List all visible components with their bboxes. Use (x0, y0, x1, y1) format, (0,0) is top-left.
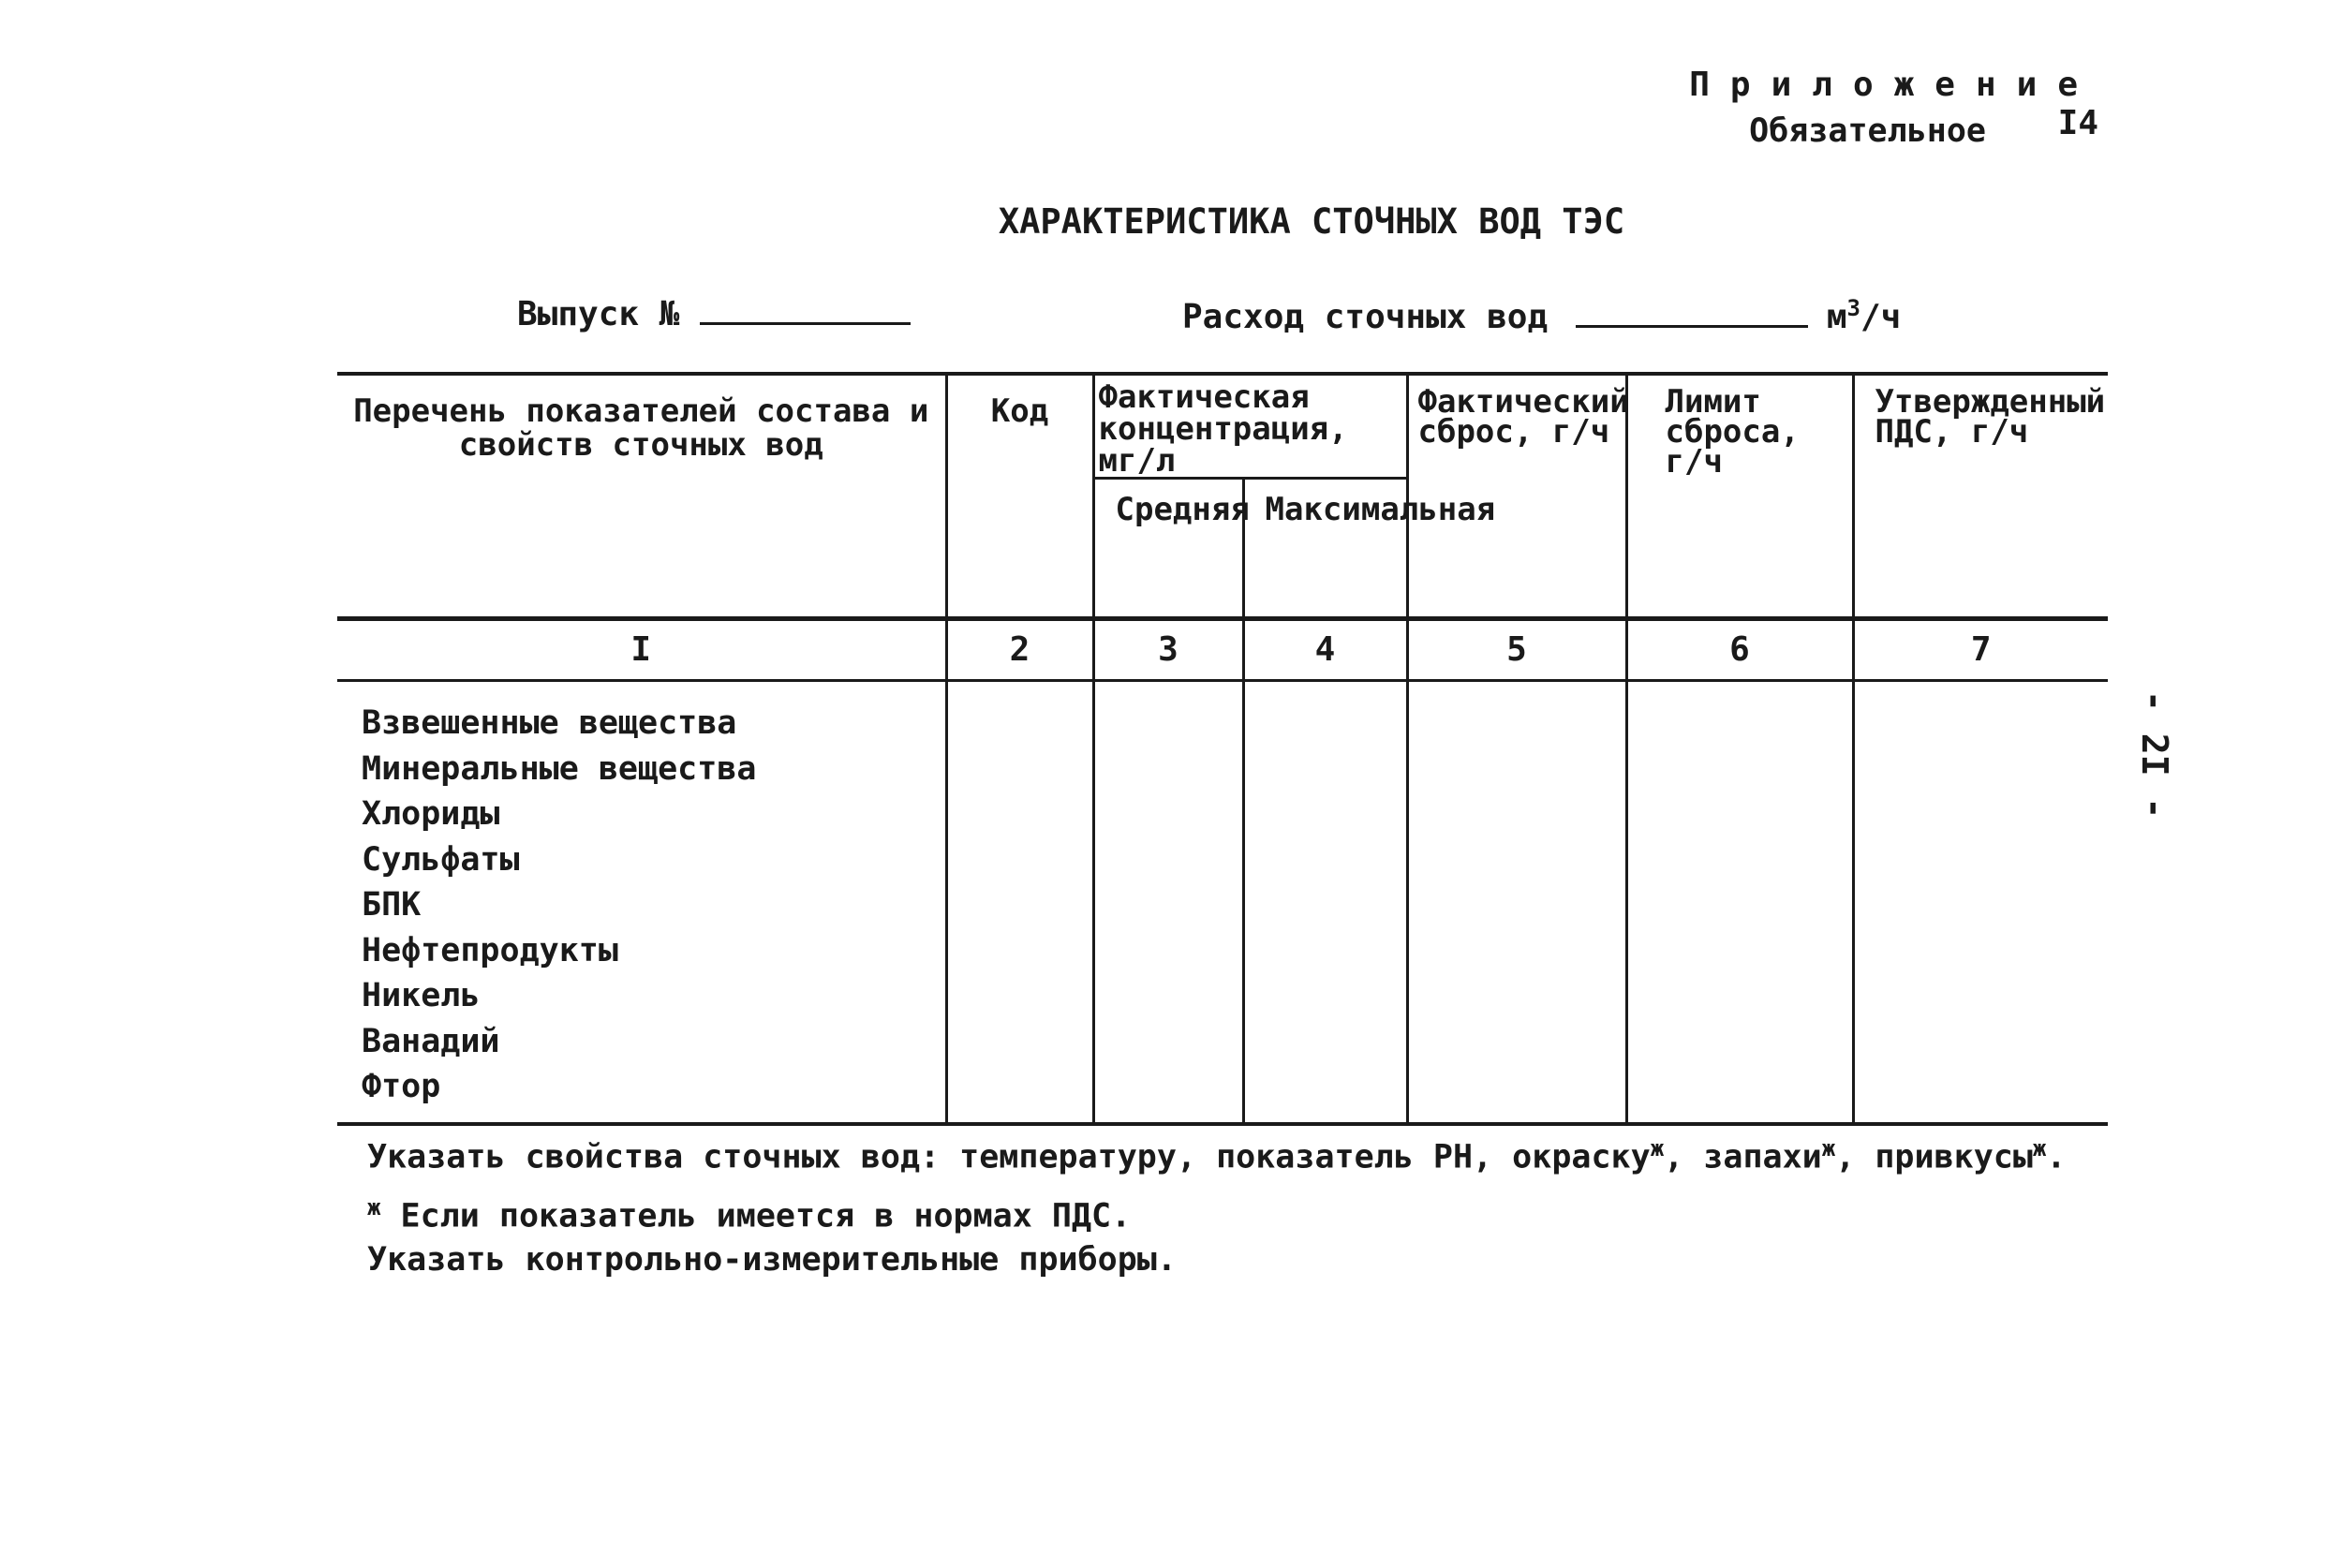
actual-discharge-cell[interactable] (1407, 681, 1626, 1125)
properties-note: Указать свойства сточных вод: температуру, показатель РН, окраску$^ж$, запахи$^ж$, привкусы$^ж$. (367, 1135, 2067, 1176)
list-item: Хлориды (362, 795, 500, 833)
document-title: ХАРАКТЕРИСТИКА СТОЧНЫХ ВОД ТЭС (998, 201, 1625, 242)
release-input-line[interactable] (700, 322, 911, 325)
table-body-row (337, 681, 2108, 1125)
list-item: Нефтепродукты (362, 931, 618, 969)
list-item: Фтор (362, 1068, 441, 1105)
indicator-list-cell (337, 681, 946, 1125)
footnote-mark: ж (367, 1194, 381, 1220)
list-item: Минеральные вещества (362, 749, 757, 788)
header-discharge-limit: Лимит сброса, г/ч (1626, 374, 1853, 619)
list-item: БПК (362, 886, 422, 924)
flow-input-line[interactable] (1576, 325, 1808, 328)
maximum-cell[interactable] (1243, 681, 1407, 1125)
column-number: 2 (946, 619, 1093, 681)
column-number: 7 (1853, 619, 2108, 681)
flow-field (1182, 295, 1901, 336)
list-item: Никель (362, 977, 481, 1014)
column-number: 3 (1093, 619, 1243, 681)
flow-label: Расход сточных вод (1182, 298, 1549, 336)
header-actual-concentration: Фактическая концентрация, мг/л (1093, 374, 1407, 479)
appendix-status: Обязательное (1749, 112, 1986, 150)
appendix-number: I4 (2057, 104, 2098, 142)
column-number: 4 (1243, 619, 1407, 681)
average-cell[interactable] (1093, 681, 1243, 1125)
header-approved-pds: Утвержденный ПДС, г/ч (1853, 374, 2108, 619)
footnote: $^ж$ Если показатель имеется в нормах ПДС. (367, 1194, 1132, 1235)
header-maximum: Максимальная (1243, 479, 1407, 619)
header-code: Код (946, 374, 1093, 619)
list-item: Сульфаты (362, 840, 520, 879)
approved-pds-cell[interactable] (1853, 681, 2108, 1125)
release-field (517, 295, 911, 333)
appendix-word: Приложение (1689, 66, 2098, 104)
flow-unit: $м^3/ч$ (1826, 295, 1902, 336)
instruments-note: Указать контрольно-измерительные приборы. (367, 1241, 1177, 1279)
column-number: 5 (1407, 619, 1626, 681)
code-cell[interactable] (946, 681, 1093, 1125)
header-indicators: Перечень показателей состава и свойств сточных вод (337, 374, 946, 619)
list-item: Ванадий (362, 1022, 500, 1060)
column-number: I (337, 619, 946, 681)
discharge-limit-cell[interactable] (1626, 681, 1853, 1125)
column-number: 6 (1626, 619, 1853, 681)
column-number-row (337, 619, 2108, 681)
header-average: Средняя (1093, 479, 1243, 619)
header-actual-discharge: Фактический сброс, г/ч (1407, 374, 1626, 619)
list-item: Взвешенные вещества (362, 704, 737, 742)
release-label: Выпуск № (517, 295, 680, 333)
indicator-list (337, 682, 945, 1112)
wastewater-table (337, 372, 2108, 1126)
page-number: - 2I - (2134, 690, 2175, 820)
